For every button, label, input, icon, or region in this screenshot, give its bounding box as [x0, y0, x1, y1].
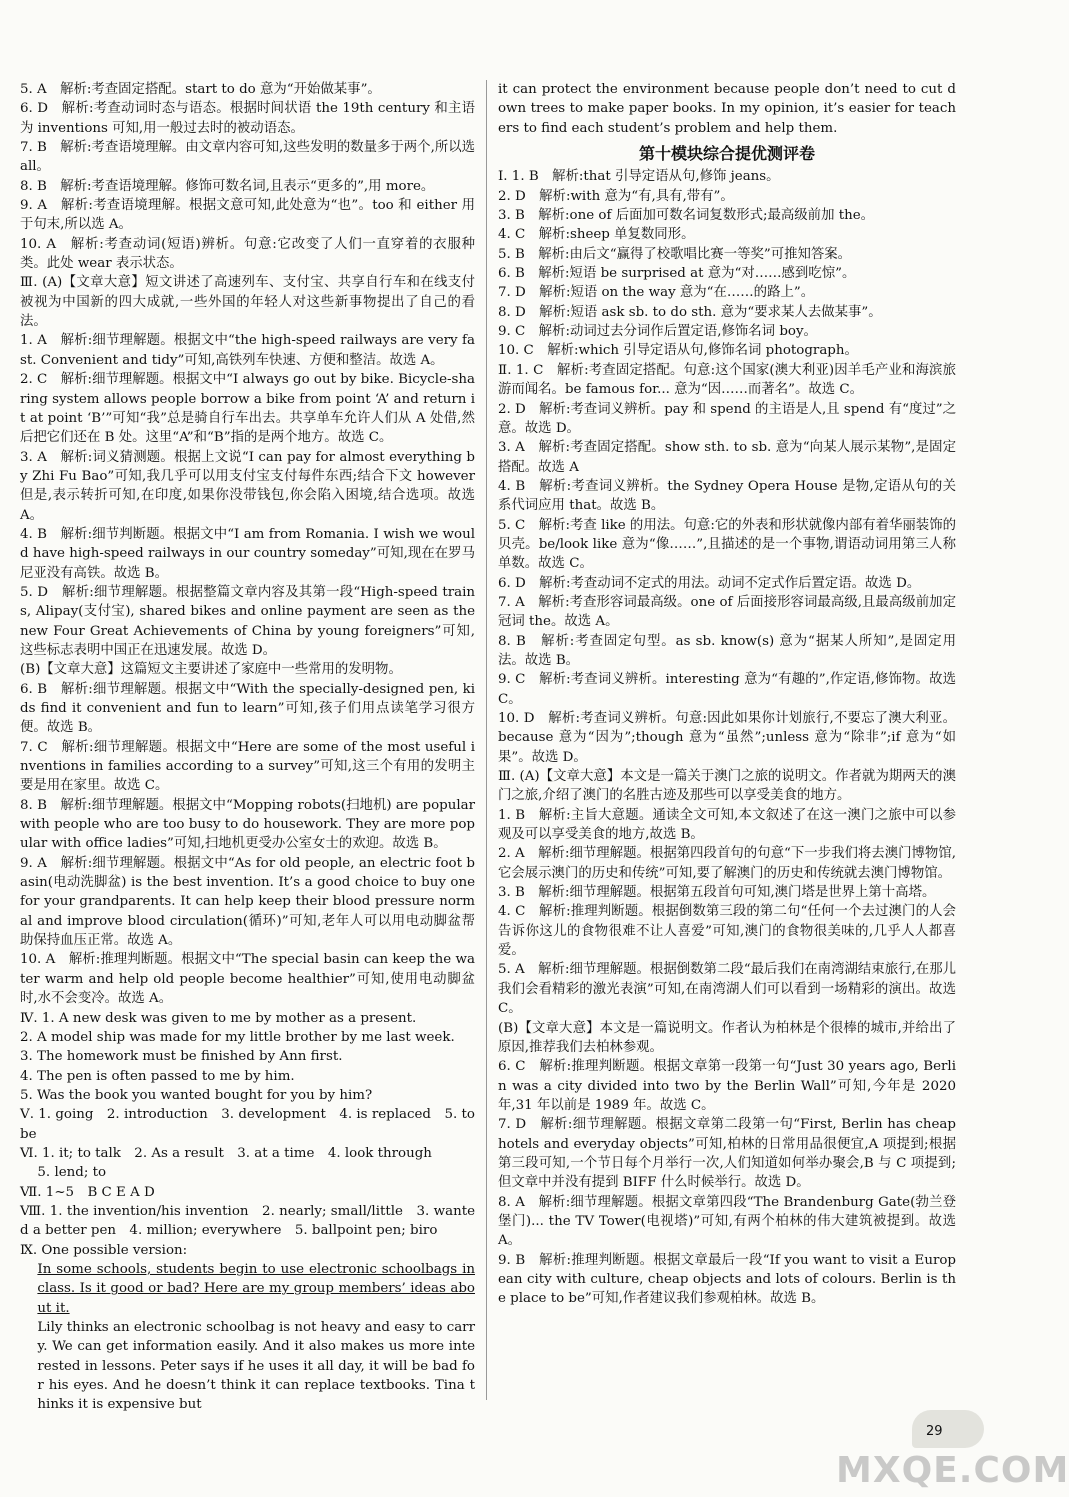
answer-paragraph: 9. C 解析:动词过去分词作后置定语,修饰名词 boy。 — [498, 324, 817, 340]
answer-paragraph: 5. lend; to — [37, 1165, 107, 1181]
answer-paragraph: 2. A 解析:细节理解题。根据第四段首句的句意“下一步我们将去澳门博物馆,它会展示澳门的历史和传统”可知,要了解澳门的历史和传统就去澳门博物馆。 — [498, 846, 956, 881]
answer-paragraph: 10. C 解析:which 引导定语从句,修饰名词 photograph。 — [498, 343, 858, 359]
answer-paragraph: 10. A 解析:考查动词(短语)辨析。句意:它改变了人们一直穿着的衣服种类。此处 wear 表示状态。 — [20, 236, 475, 272]
answer-paragraph: 8. B 解析:考查固定句型。as sb. know(s) 意为“据某人所知”,是固定用法。故选 B。 — [498, 633, 956, 668]
answer-paragraph: 2. D 解析:with 意为“有,具有,带有”。 — [498, 188, 734, 204]
answer-paragraph: Ⅷ. 1. the invention/his invention 2. nearly; small/little 3. wanted a better pen 4. million; everywhere 5. ballpoint pen; biro — [20, 1203, 475, 1239]
answer-paragraph: 7. C 解析:细节理解题。根据文中“Here are some of the most useful inventions in families according to a survey”可知,这三个有用的发明主要是用在家里。故选 C。 — [20, 739, 475, 794]
answer-paragraph: 5. Was the book you wanted bought for you by him? — [20, 1087, 373, 1103]
answer-paragraph: 3. The homework must be finished by Ann first. — [20, 1049, 343, 1065]
answer-paragraph: 1. B 解析:主旨大意题。通读全文可知,本文叙述了在这一澳门之旅中可以参观及可以享受美食的地方,故选 B。 — [498, 807, 956, 843]
answer-paragraph: 4. C 解析:sheep 单复数同形。 — [498, 227, 695, 243]
answer-paragraph: 4. B 解析:考查词义辨析。the Sydney Opera House 是物,定语从句的关系代词应用 that。故选 B。 — [498, 478, 956, 514]
answer-paragraph: 1. A 解析:细节理解题。根据文中“the high-speed railways are very fast. Convenient and tidy”可知,高铁列车快速、方便和整洁。故选 A。 — [20, 333, 475, 368]
answer-paragraph: 5. A 解析:细节理解题。根据倒数第二段“最后我们在南湾湖结束旅行,在那儿我们会看精彩的激光表演”可知,在南湾湖人们可以看到一场精彩的演出。故选 C。 — [498, 962, 956, 1017]
answer-paragraph: (B)【文章大意】这篇短文主要讲述了家庭中一些常用的发明物。 — [20, 662, 402, 678]
right-column — [498, 80, 956, 1309]
page-number-badge — [912, 1410, 984, 1448]
answer-paragraph: 5. D 解析:细节理解题。根据整篇文章内容及其第一段“High-speed trains, Alipay(支付宝), shared bikes and online payment are seen as the new Four Great Achievements of China by young foreigners”可知,这些标志表明中国正在迅速发展。故选 D。 — [20, 584, 475, 658]
answer-paragraph: 4. C 解析:推理判断题。根据倒数第三段的第二句“任何一个去过澳门的人会告诉你这儿的食物很难不让人喜爱”可知,澳门的食物很美味的,几乎人人都喜爱。 — [498, 904, 956, 959]
answer-paragraph: 4. The pen is often passed to me by him. — [20, 1068, 295, 1084]
answer-paragraph: Ⅳ. 1. A new desk was given to me by mother as a present. — [20, 1010, 417, 1026]
answer-paragraph: 6. D 解析:考查动词时态与语态。根据时间状语 the 19th century 和主语为 inventions 可知,用一般过去时的被动语态。 — [20, 101, 475, 136]
answer-paragraph: Ⅸ. One possible version: — [20, 1242, 188, 1258]
answer-paragraph: 2. C 解析:细节理解题。根据文中“I always go out by bike. Bicycle-sharing system allows people borrow a bike from point ‘A’ and return it at point ‘B’”可知“我”总是骑自行车出去。共享单车允许人们从 A 处借,然后把它们还在 B 处。这里“A”和“B”指的是两个地方。故选 C。 — [20, 372, 475, 446]
answer-paragraph: it can protect the environment because people don’t need to cut down trees to make paper books. In my opinion, it’s easier for teachers to find each student’s problem and help them. — [498, 82, 956, 136]
answer-paragraph: Ⅴ. 1. going 2. introduction 3. development 4. is replaced 5. to be — [20, 1107, 475, 1142]
answer-paragraph: 5. B 解析:由后文“赢得了校歌唱比赛一等奖”可推知答案。 — [498, 246, 852, 262]
answer-paragraph: Ⅰ. 1. B 解析:that 引导定语从句,修饰 jeans。 — [498, 169, 780, 185]
answer-paragraph: 3. B 解析:one of 后面加可数名词复数形式;最高级前加 the。 — [498, 208, 875, 224]
column-divider — [486, 80, 487, 1400]
answer-paragraph: Lily thinks an electronic schoolbag is not heavy and easy to carry. We can get information easily. And it also makes us more interested in lessons. Peter says if he uses it all day, it will be bad for his eyes. And he doesn’t think it can replace textbooks. Tina thinks it is expensive but — [37, 1320, 475, 1413]
answer-paragraph: 5. A 解析:考查固定搭配。start to do 意为“开始做某事”。 — [20, 82, 381, 97]
answer-paragraph: 8. B 解析:细节理解题。根据文中“Mopping robots(扫地机) are popular with people who are too busy to do housework. They are more popular with office ladies”可知,扫地机更受办公室女士的欢迎。故选 B。 — [20, 797, 475, 852]
answer-paragraph: Ⅱ. 1. C 解析:考查固定搭配。句意:这个国家(澳大利亚)因羊毛产业和海滨旅游而闻名。be famous for... 意为“因……而著名”。故选 C。 — [498, 362, 956, 398]
answer-paragraph: 5. C 解析:考查 like 的用法。句意:它的外表和形状就像内部有着华丽装饰的贝壳。be/look like 意为“像……”,且描述的是一个事物,谓语动词用第三人称单数。故选 C。 — [498, 517, 956, 572]
answer-paragraph: 7. D 解析:细节理解题。根据文章第二段第一句“First, Berlin has cheap hotels and everyday objects”可知,柏林的日常用品很便宜,A 项提到;根据第三段可知,一个节日每个月举行一次,人们知道如何举办聚会,B 与 C 项提到;但文章中并没有提到 BIFF 什么时候举行。故选 D。 — [498, 1117, 956, 1191]
answer-paragraph: 8. D 解析:短语 ask sb. to do sth. 意为“要求某人去做某事”。 — [498, 304, 882, 320]
answer-paragraph: 4. B 解析:细节判断题。根据文中“I am from Romania. I wish we would have high-speed railways in our country someday”可知,现在在罗马尼亚没有高铁。故选 B。 — [20, 526, 475, 581]
answer-paragraph: In some schools, students begin to use electronic schoolbags in class. Is it good or bad? Here are my group members’ ideas about it. — [37, 1261, 475, 1316]
watermark: MXQE.COM — [836, 1450, 1069, 1491]
answer-paragraph: 9. A 解析:细节理解题。根据文中“As for old people, an electric foot basin(电动洗脚盆) is the best invention. It’s a good choice to buy one for your grandparents. It can help keep their blood pressure normal and improve blood circulation(循环)”可知,老年人可以用电动脚盆帮助保持血压正常。故选 A。 — [20, 855, 475, 949]
answer-paragraph: 6. D 解析:考查动词不定式的用法。动词不定式作后置定语。故选 D。 — [498, 575, 921, 591]
answer-paragraph: 9. A 解析:考查语境理解。根据文意可知,此处意为“也”。too 和 either 用于句末,所以选 A。 — [20, 198, 475, 233]
answer-paragraph: 2. A model ship was made for my little brother by me last week. — [20, 1029, 455, 1045]
answer-paragraph: Ⅲ. (A)【文章大意】短文讲述了高速列车、支付宝、共享自行车和在线支付被视为中国新的四大成就,一些外国的年轻人对这些新事物提出了自己的看法。 — [20, 275, 475, 330]
answer-paragraph: 8. B 解析:考查语境理解。修饰可数名词,且表示“更多的”,用 more。 — [20, 178, 435, 194]
answer-paragraph: Ⅶ. 1~5 B C E A D — [20, 1184, 155, 1200]
left-column — [20, 80, 475, 1415]
answer-paragraph: 7. A 解析:考查形容词最高级。one of 后面接形容词最高级,且最高级前加定冠词 the。故选 A。 — [498, 594, 956, 630]
answer-paragraph: 3. B 解析:细节理解题。根据第五段首句可知,澳门塔是世界上第十高塔。 — [498, 885, 936, 901]
answer-paragraph: 6. C 解析:推理判断题。根据文章第一段第一句“Just 30 years ago, Berlin was a city divided into two by the Berlin Wall”可知,今年是 2020 年,31 年以前是 1989 年。故选 C。 — [498, 1059, 956, 1113]
answer-paragraph: 6. B 解析:短语 be surprised at 意为“对……感到吃惊”。 — [498, 266, 856, 282]
answer-paragraph: 10. A 解析:推理判断题。根据文中“The special basin can keep the water warm and help old people become healthier”可知,使用电动脚盆时,水不会变冷。故选 A。 — [20, 952, 475, 1007]
answer-paragraph: 2. D 解析:考查词义辨析。pay 和 spend 的主语是人,且 spend 有“度过”之意。故选 D。 — [498, 401, 956, 436]
answer-paragraph: 9. B 解析:推理判断题。根据文章最后一段“If you want to visit a European city with culture, cheap objects and lots of colours. Berlin is the place to be”可知,作者建议我们参观柏林。故选 B。 — [498, 1252, 956, 1307]
answer-paragraph: Ⅲ. (A)【文章大意】本文是一篇关于澳门之旅的说明文。作者就为期两天的澳门之旅,介绍了澳门的名胜古迹及那些可以享受美食的地方。 — [498, 769, 956, 804]
answer-paragraph: 7. B 解析:考查语境理解。由文章内容可知,这些发明的数量多于两个,所以选 all。 — [20, 140, 476, 175]
answer-paragraph: 8. A 解析:细节理解题。根据文章第四段“The Brandenburg Gate(勃兰登堡门)... the TV Tower(电视塔)”可知,有两个柏林的伟大建筑被提到。故选 A。 — [498, 1194, 956, 1249]
answer-paragraph: Ⅵ. 1. it; to talk 2. As a result 3. at a time 4. look through — [20, 1145, 432, 1161]
answer-paragraph: 9. C 解析:考查词义辨析。interesting 意为“有趣的”,作定语,修饰物。故选 C。 — [498, 672, 956, 707]
section-heading: 第十模块综合提优测评卷 — [638, 144, 815, 164]
answer-paragraph: 10. D 解析:考查词义辨析。句意:因此如果你计划旅行,不要忘了澳大利亚。because 意为“因为”;though 意为“虽然”;unless 意为“除非”;if 意为“如果”。故选 D。 — [498, 711, 956, 765]
answer-paragraph: (B)【文章大意】本文是一篇说明文。作者认为柏林是个很棒的城市,并给出了原因,推荐我们去柏林参观。 — [498, 1020, 956, 1055]
answer-paragraph: 7. D 解析:短语 on the way 意为“在……的路上”。 — [498, 285, 815, 301]
answer-paragraph: 3. A 解析:考查固定搭配。show sth. to sb. 意为“向某人展示某物”,是固定搭配。故选 A — [498, 440, 956, 475]
answer-paragraph: 6. B 解析:细节理解题。根据文中“With the specially-designed pen, kids find it convenient and fun to learn”可知,孩子们用点读笔学习很方便。故选 B。 — [20, 681, 475, 736]
page-number: 29 — [926, 1424, 943, 1439]
answer-paragraph: 3. A 解析:词义猜测题。根据上文说“I can pay for almost everything by Zhi Fu Bao”可知,我几乎可以用支付宝支付每件东西;结合下文 however 但是,表示转折可知,在印度,如果你没带钱包,你会陷入困境,结合选项。故选 A。 — [20, 449, 475, 523]
